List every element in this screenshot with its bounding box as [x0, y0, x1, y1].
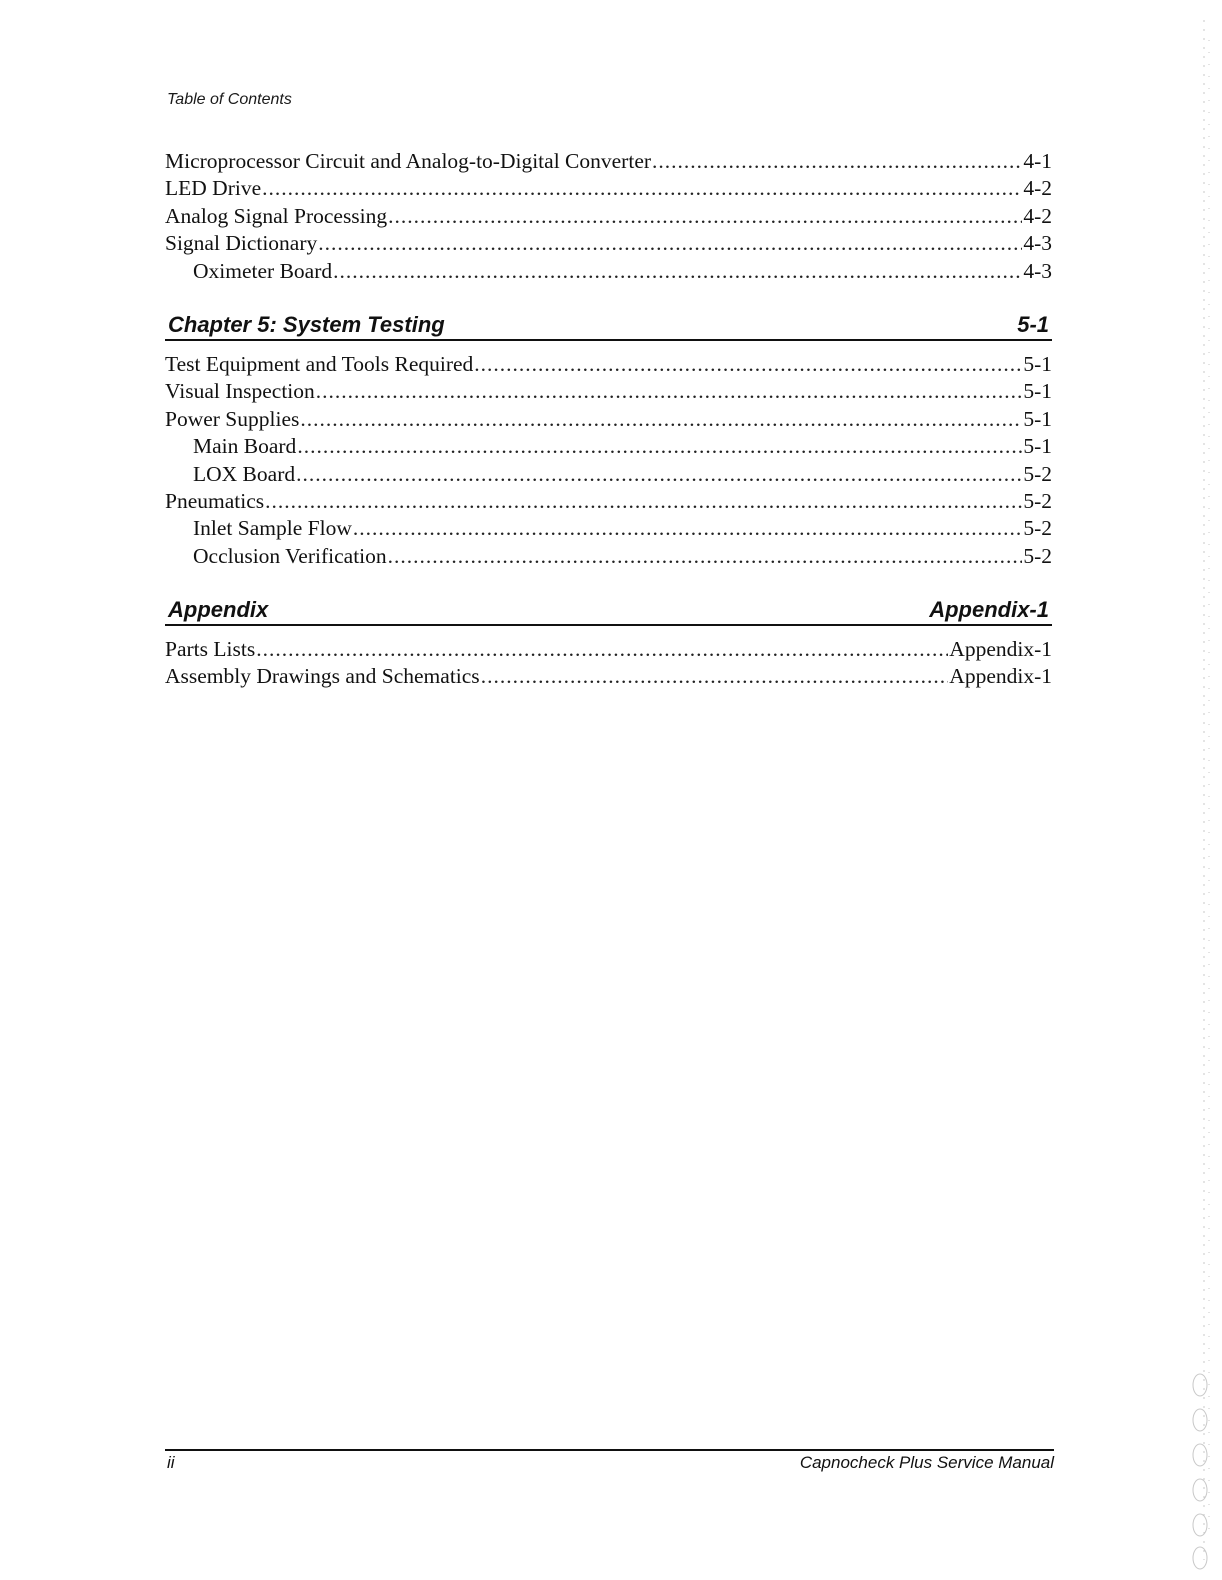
- toc-entry[interactable]: [165, 636, 1052, 663]
- toc-entry[interactable]: [165, 488, 1052, 515]
- dot-leader: [262, 175, 1022, 202]
- section-heading-page: 5-1: [1017, 311, 1049, 337]
- dot-leader: [256, 636, 948, 663]
- toc-entry-title: Oximeter Board: [193, 258, 333, 283]
- toc-entry-page: 4-1: [1023, 149, 1052, 173]
- section-heading: [165, 596, 1052, 626]
- toc-entry-title: Visual Inspection: [165, 379, 315, 404]
- toc-entry-page: 4-3: [1023, 231, 1052, 256]
- toc-entry[interactable]: [165, 148, 1052, 175]
- toc-entry-title: Power Supplies: [165, 406, 300, 431]
- toc-entry-page: Appendix-1: [949, 637, 1052, 662]
- toc-entry-title: Inlet Sample Flow: [193, 516, 352, 541]
- dot-leader: [300, 406, 1022, 433]
- section-heading-title: Appendix: [168, 597, 269, 623]
- toc-entry-page: 5-2: [1023, 488, 1052, 513]
- dot-leader: [474, 351, 1022, 378]
- toc-entry-page: 5-1: [1023, 379, 1052, 404]
- footer-rule: [165, 1449, 1054, 1451]
- toc-entry[interactable]: [165, 258, 1052, 285]
- section-heading: [165, 311, 1052, 341]
- footer-page-number: ii: [167, 1453, 175, 1472]
- dot-leader: [388, 203, 1022, 230]
- toc-entry[interactable]: [165, 461, 1052, 488]
- toc-entry-title: Signal Dictionary: [165, 231, 318, 256]
- dot-leader: [353, 515, 1022, 542]
- toc-entry-title: LED Drive: [165, 176, 262, 201]
- toc-entry[interactable]: [165, 433, 1052, 460]
- dot-leader: [481, 663, 949, 690]
- table-of-contents: [165, 148, 1052, 691]
- toc-entry-title: LOX Board: [193, 461, 296, 486]
- toc-entry-page: 5-1: [1023, 406, 1052, 431]
- section-heading-page: Appendix-1: [929, 597, 1049, 623]
- toc-entry[interactable]: [165, 230, 1052, 257]
- dot-leader: [333, 258, 1022, 285]
- dot-leader: [388, 543, 1023, 570]
- toc-entry-page: 5-2: [1023, 461, 1052, 486]
- dot-leader: [296, 461, 1022, 488]
- footer-manual-title: Capnocheck Plus Service Manual: [799, 1453, 1054, 1472]
- toc-entry[interactable]: [165, 543, 1052, 570]
- toc-entry-page: 4-2: [1023, 176, 1052, 201]
- toc-entry[interactable]: [165, 406, 1052, 433]
- toc-entry[interactable]: [165, 175, 1052, 202]
- toc-entry-page: 4-2: [1023, 203, 1052, 228]
- toc-entry-page: 5-1: [1023, 351, 1052, 376]
- section-heading-title: Chapter 5: System Testing: [168, 311, 445, 337]
- toc-entry[interactable]: [165, 203, 1052, 230]
- toc-entry-title: Microprocessor Circuit and Analog-to-Digital Converter: [165, 149, 652, 173]
- toc-entry-title: Parts Lists: [165, 637, 256, 662]
- toc-entry[interactable]: [165, 351, 1052, 378]
- scan-binding-marks: [1178, 0, 1214, 1580]
- toc-entry[interactable]: [165, 515, 1052, 542]
- toc-entry[interactable]: [165, 378, 1052, 405]
- dot-leader: [265, 488, 1022, 515]
- toc-entry-title: Analog Signal Processing: [165, 203, 388, 228]
- toc-entry-page: 5-1: [1023, 434, 1052, 459]
- toc-entry-page: 5-2: [1023, 516, 1052, 541]
- dot-leader: [297, 433, 1022, 460]
- toc-entry-title: Pneumatics: [165, 488, 265, 513]
- toc-entry-title: Occlusion Verification: [193, 543, 387, 568]
- dot-leader: [652, 148, 1022, 175]
- dot-leader: [316, 378, 1023, 405]
- toc-entry-title: Assembly Drawings and Schematics: [165, 664, 480, 689]
- toc-entry-page: Appendix-1: [949, 664, 1052, 689]
- toc-entry-title: Main Board: [193, 434, 297, 459]
- dot-leader: [318, 230, 1022, 257]
- toc-entry-title: Test Equipment and Tools Required: [165, 351, 474, 376]
- toc-entry-page: 4-3: [1023, 258, 1052, 283]
- toc-entry-page: 5-2: [1023, 543, 1052, 568]
- running-head: Table of Contents: [167, 91, 292, 108]
- toc-entry[interactable]: [165, 663, 1052, 690]
